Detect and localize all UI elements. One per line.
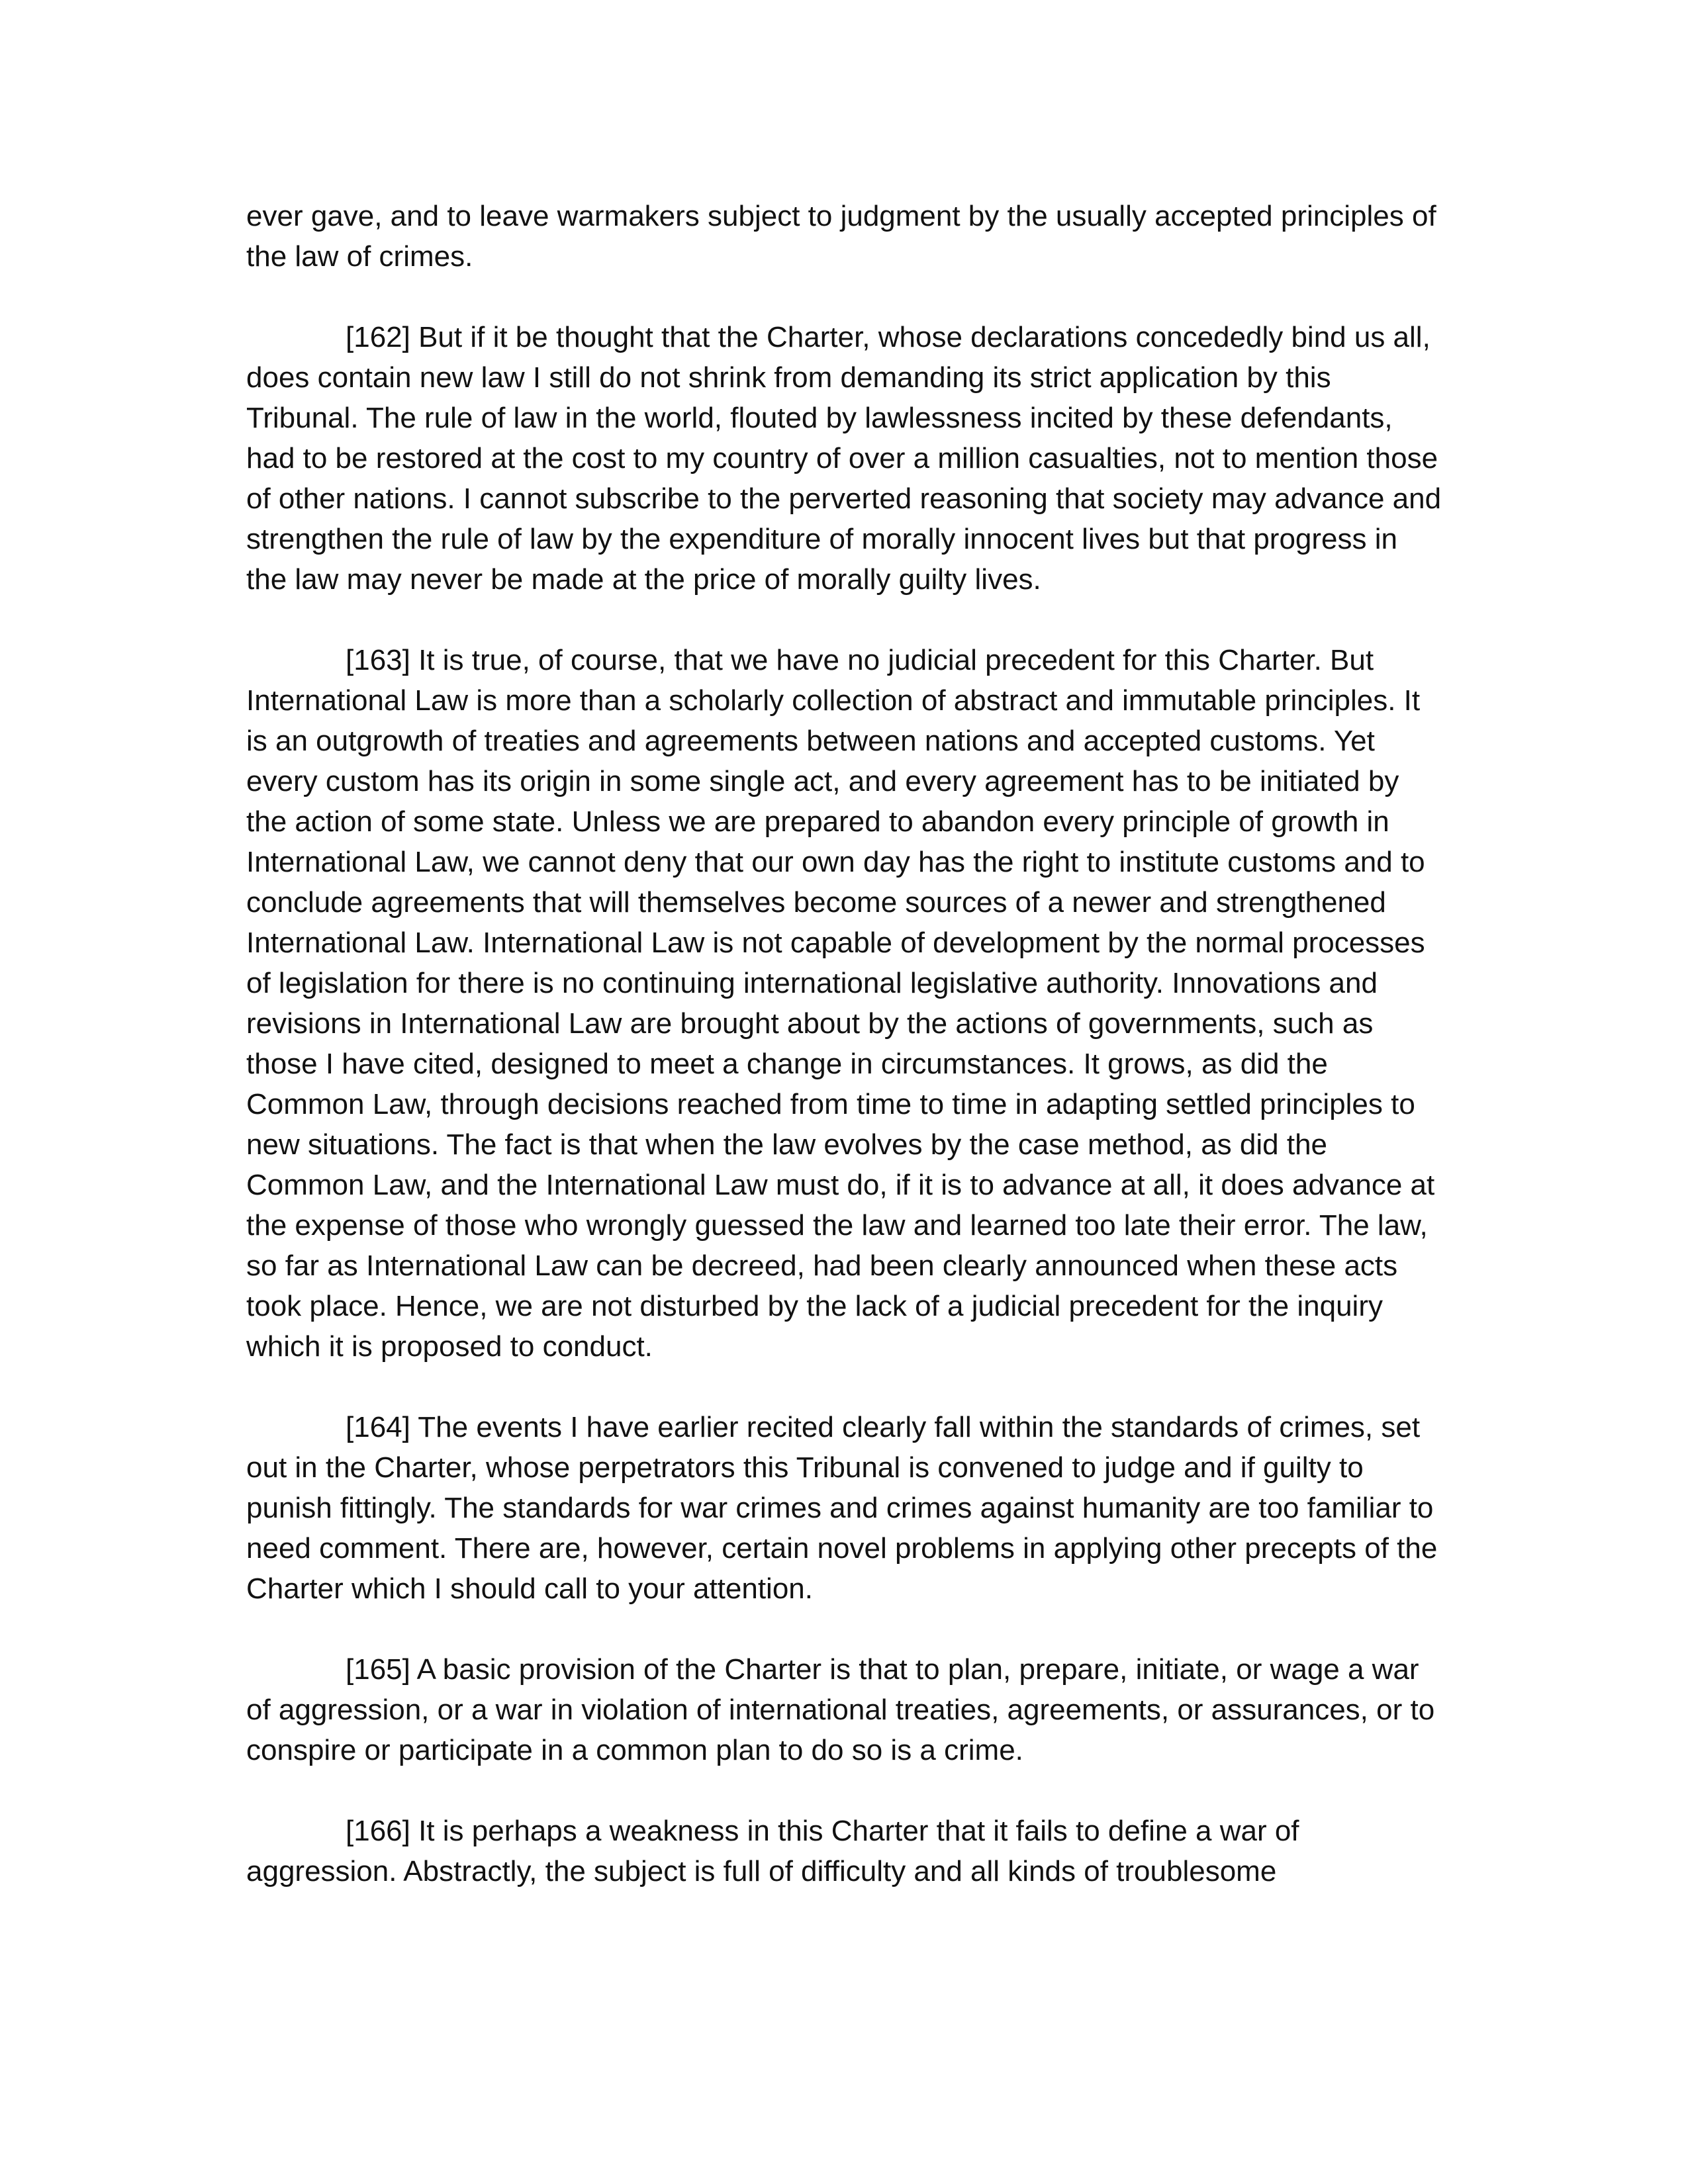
paragraph-164: [164] The events I have earlier recited clearly fall within the standards of crimes, set out in the Charter, whose perpetrators this Tribunal is convened to judge and if guilty to punish fittingly. The standards for war crimes and crimes against humanity are too familiar to need comment. There are, however, certain novel problems in applying other precepts of the Charter which I should call to your attention. xyxy=(246,1411,1438,1605)
paragraph-163: [163] It is true, of course, that we have no judicial precedent for this Charter. But International Law is more than a scholarly collection of abstract and immutable principles. It is an outgrowth of treaties and agreements between nations and accepted customs. Yet every custom has its origin in some single act, and every agreement has to be initiated by the action of some state. Unless we are prepared to abandon every principle of growth in International Law, we cannot deny that our own day has the right to institute customs and to conclude agreements that will themselves become sources of a newer and strengthened International Law. International Law is not capable of development by the normal processes of legislation for there is no continuing international legislative authority. Innovations and revisions in International Law are brought about by the actions of governments, such as those I have cited, designed to meet a change in circumstances. It grows, as did the Common Law, through decisions reached from time to time in adapting settled principles to new situations. The fact is that when the law evolves by the case method, as did the Common Law, and the International Law must do, if it is to advance at all, it does advance at the expense of those who wrongly guessed the law and learned too late their error. The law, so far as International Law can be decreed, had been clearly announced when these acts took place. Hence, we are not disturbed by the lack of a judicial precedent for the inquiry which it is proposed to conduct. xyxy=(246,644,1435,1363)
document-body xyxy=(246,196,1444,1932)
paragraph-continuation: ever gave, and to leave warmakers subject to judgment by the usually accepted principles of the law of crimes. xyxy=(246,200,1436,273)
paragraph-162: [162] But if it be thought that the Charter, whose declarations concededly bind us all, does contain new law I still do not shrink from demanding its strict application by this Tribunal. The rule of law in the world, flouted by lawlessness incited by these defendants, had to be restored at the cost to my country of over a million casualties, not to mention those of other nations. I cannot subscribe to the perverted reasoning that society may advance and strengthen the rule of law by the expenditure of morally innocent lives but that progress in the law may never be made at the price of morally guilty lives. xyxy=(246,321,1442,596)
paragraph-165: [165] A basic provision of the Charter is that to plan, prepare, initiate, or wage a war of aggression, or a war in violation of international treaties, agreements, or assurances, or to conspire or participate in a common plan to do so is a crime. xyxy=(246,1653,1435,1766)
paragraph-166: [166] It is perhaps a weakness in this Charter that it fails to define a war of aggression. Abstractly, the subject is full of difficulty and all kinds of troublesome xyxy=(246,1815,1299,1888)
